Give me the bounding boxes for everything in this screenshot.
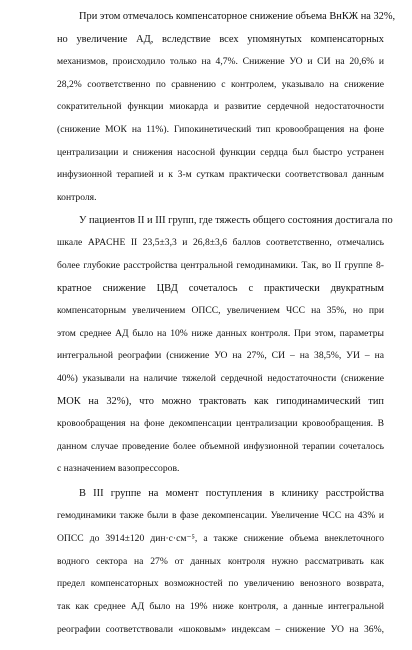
paragraph-1-line-6: (снижение МОК на 11%). Гипокинетический тип кровообращения на фоне	[57, 124, 384, 135]
paragraph-1-line-8: инфузионной терапией и к 3-м суткам практически соответствовал данным	[57, 169, 384, 180]
paragraph-2-line-4: кратное снижение ЦВД сочеталось с практически двукратным	[57, 283, 384, 294]
paragraph-2-line-10: кровообращения на фоне декомпенсации централизации кровообращения. В	[57, 418, 384, 429]
paragraph-1-line-2: но увеличение АД, вследствие всех упомянутых компенсаторных	[57, 34, 384, 45]
paragraph-3-line-1: В III группе на момент поступления в клинику расстройства	[79, 488, 384, 499]
paragraph-2-line-6: этом среднее АД было на 10% ниже данных контроля. При этом, параметры	[57, 328, 384, 339]
paragraph-3-line-3: ОПСС до 3914±120 дин·с·см⁻⁵, а также снижение объема внеклеточного	[57, 533, 384, 544]
paragraph-1-line-1: При этом отмечалось компенсаторное снижение объема ВнКЖ на 32%,	[79, 11, 396, 22]
paragraph-2-line-12: с назначением вазопрессоров.	[57, 463, 180, 474]
paragraph-1-line-5: сократительной функции миокарда и развитие сердечной недостаточности	[57, 101, 384, 112]
paragraph-2-line-5: компенсаторным увеличением ОПСС, увеличением ЧСС на 35%, но при	[57, 305, 384, 316]
paragraph-2-line-9: МОК на 32%), что можно трактовать как гиподинамический тип	[57, 396, 384, 407]
paragraph-2-line-3: более глубокие расстройства центральной гемодинамики. Так, во II группе 8-	[57, 260, 384, 271]
paragraph-2-line-7: интегральной реографии (снижение УО на 27%, СИ – на 38,5%, УИ – на	[57, 350, 384, 361]
paragraph-2-line-11: данном случае проведение более объемной инфузионной терапии сочеталось	[57, 441, 384, 452]
paragraph-3-line-5: предел компенсаторных возможностей по увеличению венозного возврата,	[57, 578, 384, 589]
paragraph-3-line-2: гемодинамики также были в фазе декомпенсации. Увеличение ЧСС на 43% и	[57, 510, 384, 521]
paragraph-1-line-3: механизмов, происходило только на 4,7%. Снижение УО и СИ на 20,6% и	[57, 56, 384, 67]
paragraph-2-line-1: У пациентов II и III групп, где тяжесть общего состояния достигала по	[79, 215, 393, 226]
paragraph-1-line-9: контроля.	[57, 192, 97, 203]
paragraph-1-line-7: централизации и снижения насосной функции сердца был быстро устранен	[57, 147, 384, 158]
paragraph-3-line-7: реографии соответствовали «шоковым» индексам – снижение УО на 36%,	[57, 624, 384, 635]
paragraph-1-line-4: 28,2% соответственно по сравнению с контролем, указывало на снижение	[57, 79, 384, 90]
paragraph-2-line-2: шкале APACHE II 23,5±3,3 и 26,8±3,6 баллов соответственно, отмечались	[57, 237, 384, 248]
paragraph-3-line-6: так как среднее АД было на 19% ниже контроля, а данные интегральной	[57, 601, 384, 612]
paragraph-3-line-4: водного сектора на 27% от данных контроля нужно рассматривать как	[57, 556, 384, 567]
paragraph-2-line-8: 40%) указывали на наличие тяжелой сердечной недостаточности (снижение	[57, 373, 384, 384]
